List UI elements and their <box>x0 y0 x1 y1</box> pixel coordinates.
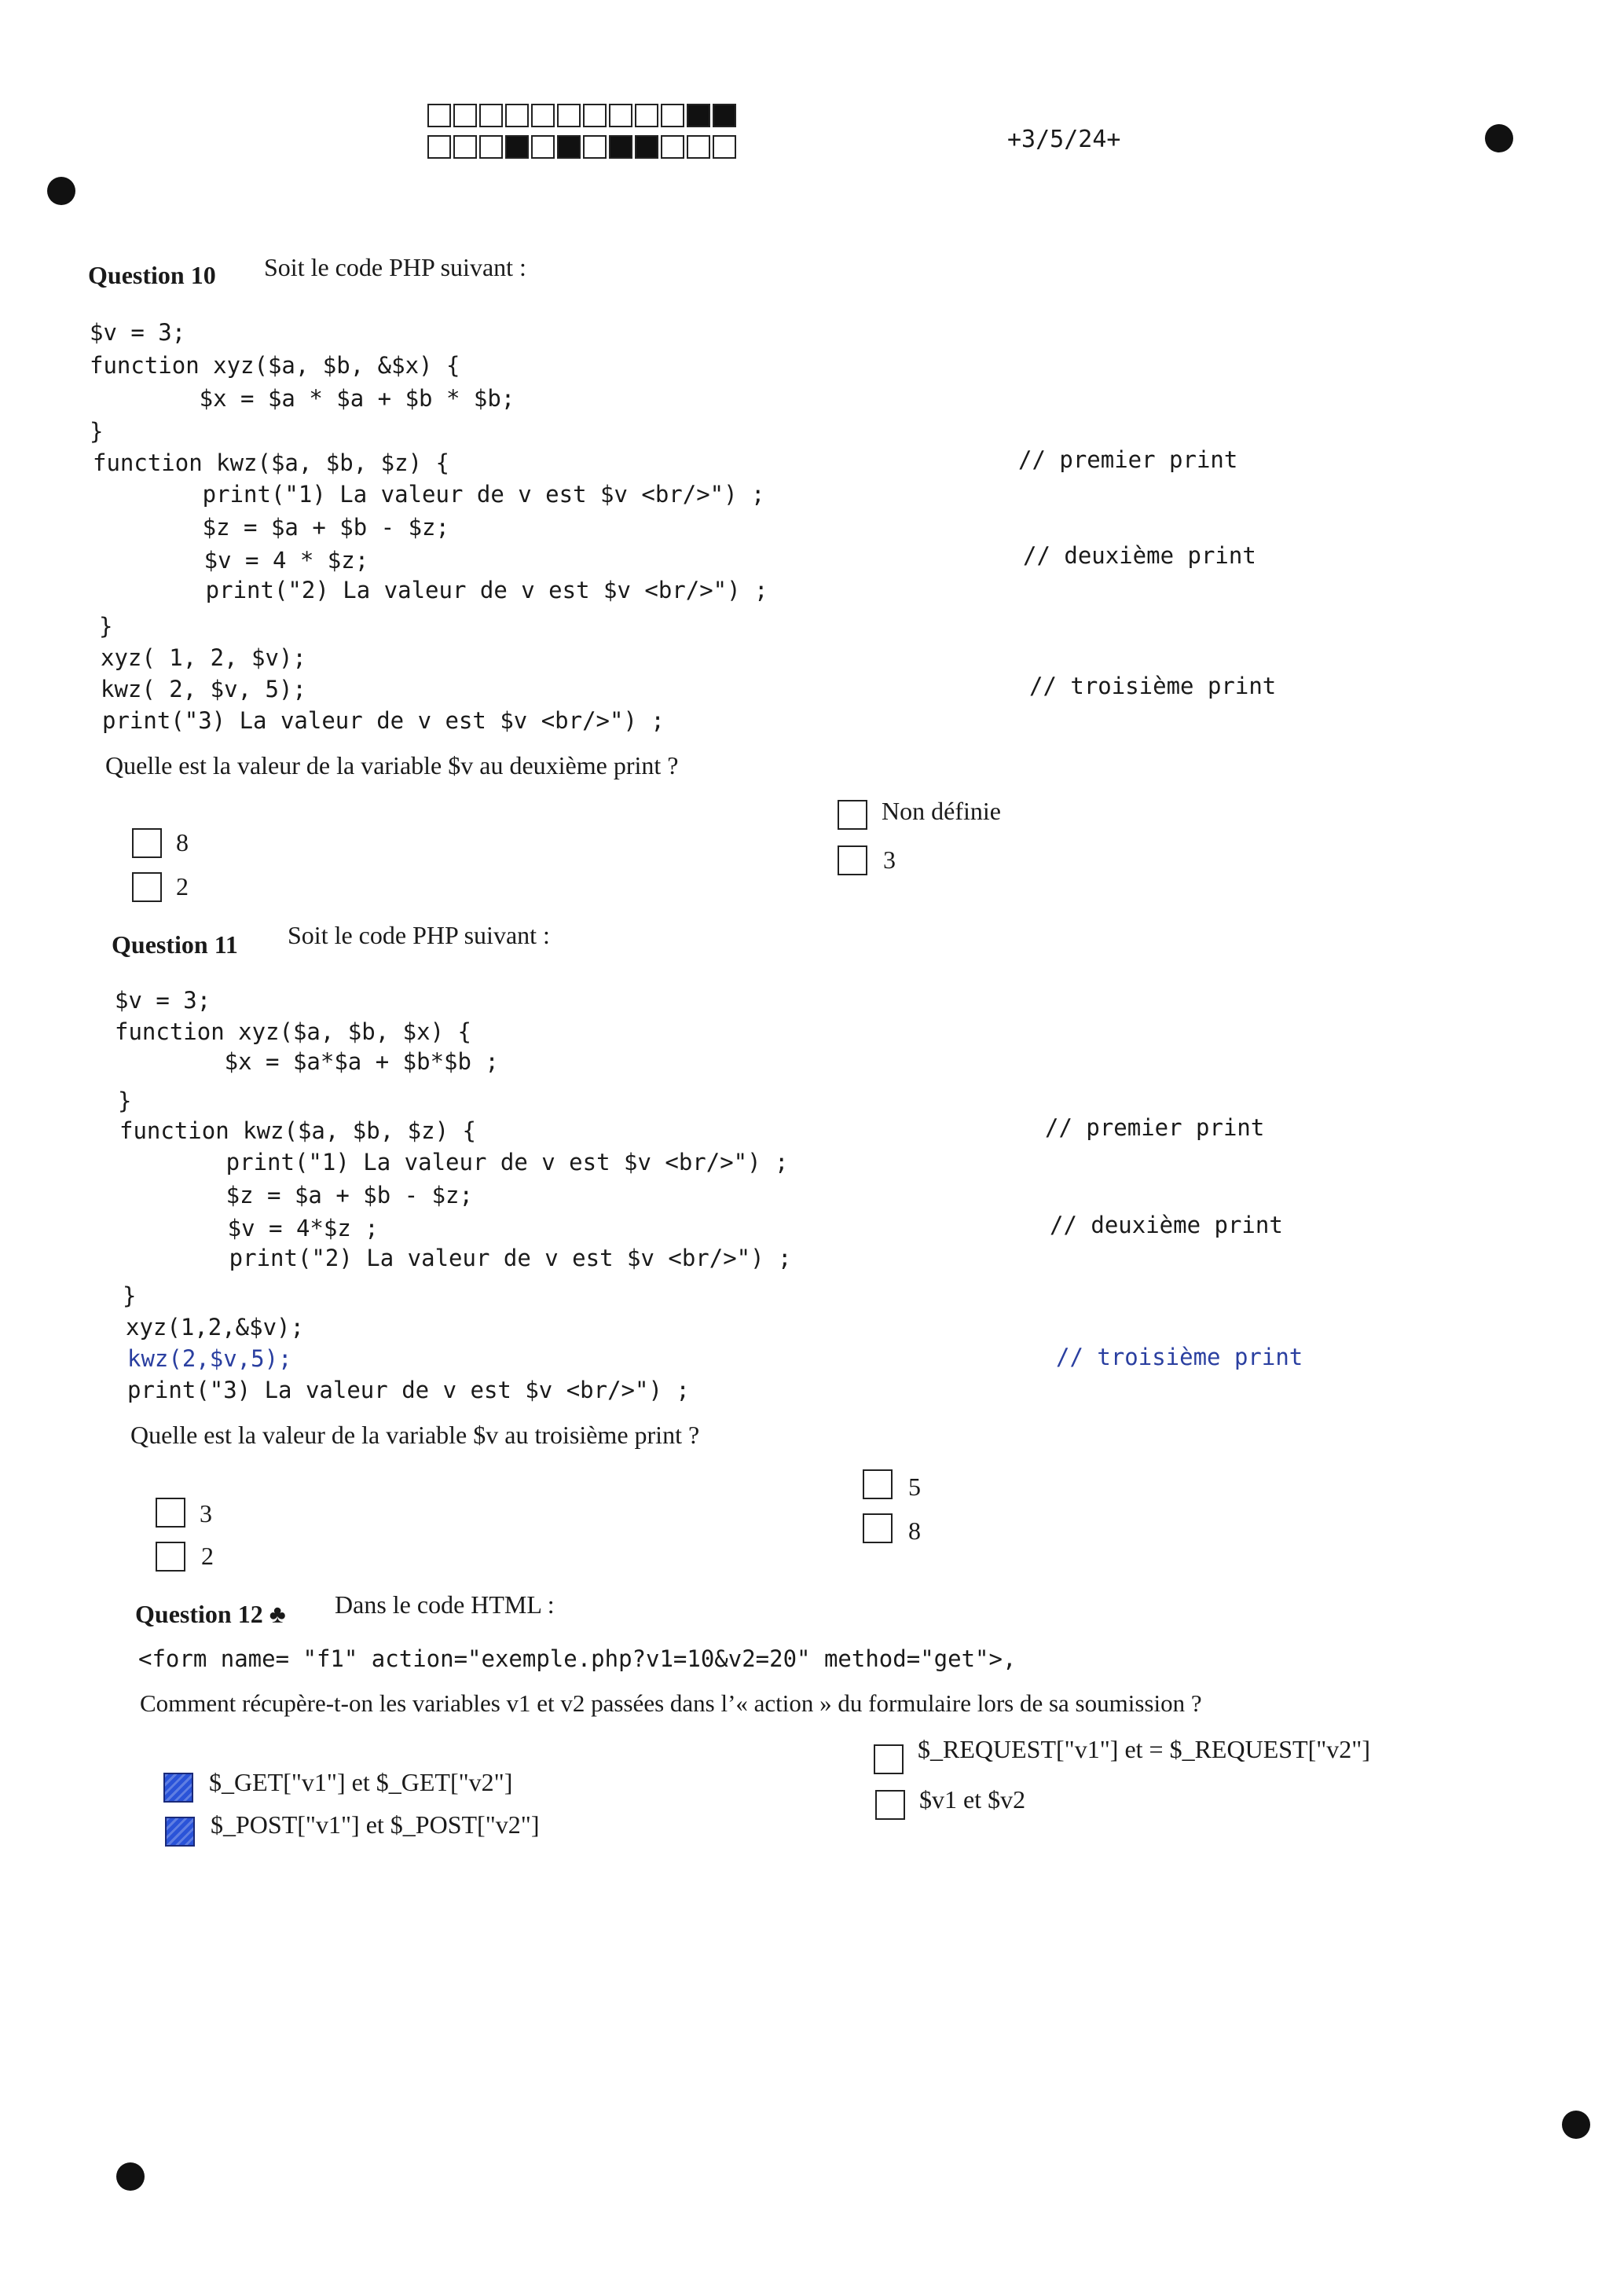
id-grid-cell <box>713 135 736 159</box>
q10-code-line: $v = 3; <box>90 319 186 346</box>
q12-checkbox-vars[interactable] <box>875 1790 905 1820</box>
q10-code-line: $v = 4 * $z; <box>94 547 369 574</box>
q11-checkbox-5[interactable] <box>863 1469 893 1499</box>
id-grid-cell <box>557 104 581 127</box>
q10-code-line: print("2) La valeur de v est $v <br/>") ; <box>96 577 768 603</box>
q10-comment-second: // deuxième print <box>1023 542 1256 569</box>
id-grid-cell <box>583 104 607 127</box>
q10-code-line: } <box>90 418 104 445</box>
id-grid-cell <box>453 135 477 159</box>
q12-checkbox-request[interactable] <box>874 1744 904 1774</box>
q11-comment-second: // deuxième print <box>1050 1212 1283 1238</box>
id-grid-cell <box>635 104 658 127</box>
corner-marker-top-right <box>1485 124 1513 152</box>
q12-title <box>135 1600 286 1629</box>
id-grid-cell <box>609 135 632 159</box>
q10-question: Quelle est la valeur de la variable $v au deuxième print ? <box>105 751 679 779</box>
q11-comment-first: // premier print <box>1045 1114 1265 1141</box>
q10-intro: Soit le code PHP suivant : <box>264 253 526 281</box>
id-grid-cell <box>557 135 581 159</box>
q11-intro: Soit le code PHP suivant : <box>288 921 550 949</box>
q12-intro: Dans le code HTML : <box>335 1590 555 1619</box>
q11-code-line: function kwz($a, $b, $z) { <box>119 1117 476 1144</box>
q10-option-non-definie: Non définie <box>882 797 1001 825</box>
q10-checkbox-8[interactable] <box>132 828 162 858</box>
q11-code-line: $z = $a + $b - $z; <box>116 1182 473 1209</box>
q11-question: Quelle est la valeur de la variable $v au troisième print ? <box>130 1421 700 1449</box>
q11-code-line: print("1) La valeur de v est $v <br/>") ; <box>116 1149 789 1176</box>
q12-checkbox-post[interactable] <box>165 1817 195 1847</box>
id-grid-cell <box>505 135 529 159</box>
q11-code-line: } <box>118 1087 132 1114</box>
q11-checkbox-2[interactable] <box>156 1542 185 1572</box>
q11-code-line: function xyz($a, $b, $x) { <box>115 1018 471 1045</box>
id-grid-cell <box>635 135 658 159</box>
q10-code-line: print("3) La valeur de v est $v <br/>") ; <box>102 707 665 734</box>
q11-title: Question 11 <box>112 930 238 959</box>
corner-marker-bottom-left <box>116 2162 145 2191</box>
sheet-id: +3/5/24+ <box>1007 126 1121 153</box>
id-grid-cell <box>583 135 607 159</box>
id-grid-cell <box>453 104 477 127</box>
q11-code-line: $x = $a*$a + $b*$b ; <box>115 1048 499 1075</box>
q11-checkbox-3[interactable] <box>156 1498 185 1528</box>
q11-checkbox-8[interactable] <box>863 1513 893 1543</box>
q11-option-5: 5 <box>908 1473 921 1501</box>
q12-option-vars: $v1 et $v2 <box>919 1785 1026 1814</box>
id-grid-cell <box>531 104 555 127</box>
club-icon: ♣ <box>269 1600 286 1628</box>
q10-comment-third: // troisième print <box>1029 673 1277 699</box>
id-grid-cell <box>661 135 684 159</box>
q12-option-get: $_GET["v1"] et $_GET["v2"] <box>209 1768 513 1796</box>
q10-code-line: xyz( 1, 2, $v); <box>101 644 306 671</box>
q11-option-3: 3 <box>200 1499 212 1528</box>
id-grid-cell <box>609 104 632 127</box>
q10-checkbox-2[interactable] <box>132 872 162 902</box>
q10-code-line: function xyz($a, $b, &$x) { <box>90 352 460 379</box>
q10-checkbox-non-definie[interactable] <box>838 800 867 830</box>
q11-comment-third: // troisième print <box>1056 1344 1303 1370</box>
id-grid-cell <box>479 135 503 159</box>
q11-code-line: $v = 3; <box>115 987 211 1014</box>
q10-option-3: 3 <box>883 845 896 874</box>
q10-option-8: 8 <box>176 828 189 856</box>
q11-option-2: 2 <box>201 1542 214 1570</box>
q11-code-line: } <box>123 1282 137 1309</box>
q12-code: <form name= "f1" action="exemple.php?v1=10&v2=20" method="get">, <box>138 1645 1017 1672</box>
id-grid-cell <box>427 104 451 127</box>
corner-marker-top-left <box>47 177 75 205</box>
student-id-grid-row-2 <box>427 135 739 159</box>
id-grid-cell <box>479 104 503 127</box>
corner-marker-bottom-right <box>1562 2111 1590 2139</box>
q11-code-line: print("3) La valeur de v est $v <br/>") ; <box>127 1377 690 1403</box>
id-grid-cell <box>427 135 451 159</box>
id-grid-cell <box>713 104 736 127</box>
id-grid-cell <box>505 104 529 127</box>
q10-code-line: $x = $a * $a + $b * $b; <box>90 385 515 412</box>
id-grid-cell <box>687 135 710 159</box>
q12-option-post: $_POST["v1"] et $_POST["v2"] <box>211 1810 540 1839</box>
q10-code-line: function kwz($a, $b, $z) { <box>93 449 449 476</box>
q12-checkbox-get[interactable] <box>163 1773 193 1803</box>
q11-option-8: 8 <box>908 1517 921 1545</box>
id-grid-cell <box>661 104 684 127</box>
q10-comment-first: // premier print <box>1018 446 1238 473</box>
q12-option-request: $_REQUEST["v1"] et = $_REQUEST["v2"] <box>918 1735 1371 1763</box>
q11-code-line: xyz(1,2,&$v); <box>126 1314 304 1341</box>
q10-option-2: 2 <box>176 872 189 900</box>
q10-code-line: } <box>99 613 113 640</box>
q11-code-line: $v = 4*$z ; <box>118 1215 379 1242</box>
q10-code-line: print("1) La valeur de v est $v <br/>") ; <box>93 481 765 508</box>
q10-checkbox-3[interactable] <box>838 845 867 875</box>
q11-code-line: print("2) La valeur de v est $v <br/>") ; <box>119 1245 792 1271</box>
q12-question: Comment récupère-t-on les variables v1 et v2 passées dans l’« action » du formulaire lors de sa soumission ? <box>140 1689 1202 1717</box>
student-id-grid-row-1 <box>427 104 739 127</box>
q10-code-line: kwz( 2, $v, 5); <box>101 676 306 702</box>
id-grid-cell <box>531 135 555 159</box>
id-grid-cell <box>687 104 710 127</box>
q10-code-line: $z = $a + $b - $z; <box>93 514 449 541</box>
q10-title: Question 10 <box>88 261 216 289</box>
q12-label: Question 12 <box>135 1600 263 1628</box>
q11-code-line: kwz(2,$v,5); <box>127 1345 292 1372</box>
